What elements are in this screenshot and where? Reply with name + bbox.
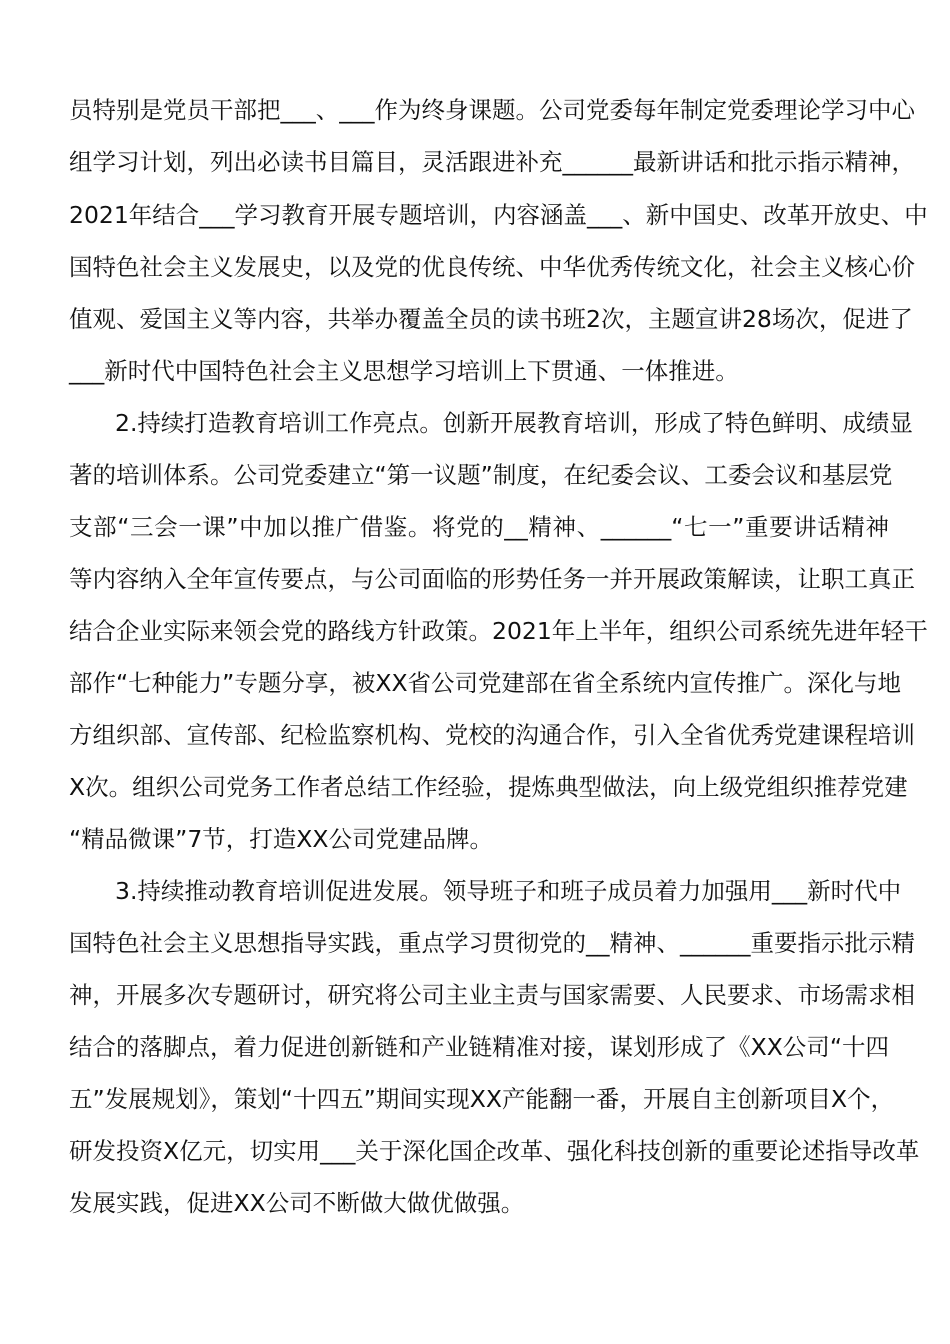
text-line: 组学习计划，列出必读书目篇目，灵活跟进补充______最新讲话和批示指示精神， xyxy=(69,148,915,176)
text-line: 支部“三会一课”中加以推广借鉴。将党的__精神、______“七一”重要讲话精神 xyxy=(69,513,889,541)
text-line: 等内容纳入全年宣传要点，与公司面临的形势任务一并开展政策解读，让职工真正 xyxy=(69,565,915,593)
text-line: 神，开展多次专题研讨，研究将公司主业主责与国家需要、人民要求、市场需求相 xyxy=(69,981,915,1009)
text-line: 研发投资X亿元，切实用___关于深化国企改革、强化科技创新的重要论述指导改革 xyxy=(69,1137,920,1165)
text-line: 著的培训体系。公司党委建立“第一议题”制度，在纪委会议、工委会议和基层党 xyxy=(69,461,893,489)
text-line: 部作“七种能力”专题分享，被XX省公司党建部在省全系统内宣传推广。深化与地 xyxy=(69,669,902,697)
text-line: 国特色社会主义发展史，以及党的优良传统、中华优秀传统文化，社会主义核心价 xyxy=(69,253,915,281)
text-line: X次。组织公司党务工作者总结工作经验，提炼典型做法，向上级党组织推荐党建 xyxy=(69,773,908,801)
text-line: 国特色社会主义思想指导实践，重点学习贯彻党的__精神、______重要指示批示精 xyxy=(69,929,915,957)
text-line: 发展实践，促进XX公司不断做大做优做强。 xyxy=(69,1189,525,1217)
text-line: 方组织部、宣传部、纪检监察机构、党校的沟通合作，引入全省优秀党建课程培训 xyxy=(69,721,915,749)
text-line: 结合的落脚点，着力促进创新链和产业链精准对接，谋划形成了《XX公司“十四 xyxy=(69,1033,889,1061)
text-line: 2021年结合___学习教育开展专题培训，内容涵盖___、新中国史、改革开放史、中 xyxy=(69,201,928,229)
text-line: 值观、爱国主义等内容，共举办覆盖全员的读书班2次，主题宣讲28场次，促进了 xyxy=(69,305,913,333)
text-line: 结合企业实际来领会党的路线方针政策。2021年上半年，组织公司系统先进年轻干 xyxy=(69,617,928,645)
paragraph-2-first-line: 2.持续打造教育培训工作亮点。创新开展教育培训，形成了特色鲜明、成绩显 xyxy=(115,409,913,437)
text-line: 五”发展规划》，策划“十四五”期间实现XX产能翻一番，开展自主创新项目X个， xyxy=(69,1085,895,1113)
paragraph-3-first-line: 3.持续推动教育培训促进发展。领导班子和班子成员着力加强用___新时代中 xyxy=(115,877,902,905)
text-line: ___新时代中国特色社会主义思想学习培训上下贯通、一体推进。 xyxy=(69,357,739,385)
text-line: “精品微课”7节，打造XX公司党建品牌。 xyxy=(69,825,493,853)
text-line: 员特别是党员干部把___、___作为终身课题。公司党委每年制定党委理论学习中心 xyxy=(69,96,915,124)
